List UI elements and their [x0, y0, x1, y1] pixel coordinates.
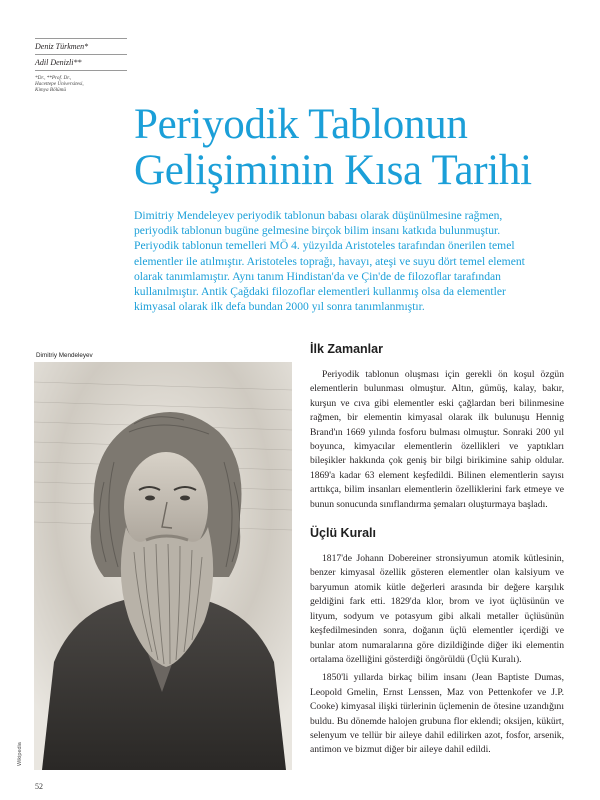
affiliation — [35, 75, 127, 94]
portrait-image — [34, 362, 292, 770]
section-heading: İlk Zamanlar — [310, 342, 383, 356]
body-paragraph: 1817'de Johann Dobereiner stronsiyumun atomik kütlesinin, benzer kimyasal özellik gösteren elementler olan kalsiyum ve baryumun atomik kütle değerleri arasında bir değere karşılık geldiğini fark etti. 1829'da klor, brom ve iyot üçlüsünün ve lityum, sodyum ve potasyum gibi alkali metaller üçlüsünün keşfedilmesinden sonra, doğanın üçlü elementler içerdiği ve bunlar atom numaralarına göre dizildiğinde diğer iki elementin ortalama özelliğini gösterdiği öngörüldü (Üçlü Kuralı). — [310, 553, 564, 665]
body-paragraph: Periyodik tablonun oluşması için gerekli ön koşul özgün elementlerin bulunması olmuştur. Altın, gümüş, kalay, bakır, kurşun ve cıva gibi elementler eski çağlardan beri bilinmesine rağmen, bir elementin kimyasal olarak ilk bulunuşu Hennig Brand'ın 1669 yılında fosforu bulması olmuştur. Sonraki 200 yıl boyunca, kimyacılar elementlerin özellikleri ve yaptıkları bileşikler hakkında çok geniş bir bilgi birikimine sahip oldular. 1869'a kadar 63 element keşfedildi. Bilinen elementlerin sayısı arttıkça, bilim insanları elementlerin özelliklerini fark etmeye ve bunun sonucunda sınıflandırma şemaları oluşturmaya başladı. — [310, 369, 564, 510]
author-name: Adil Denizli** — [35, 55, 127, 71]
body-paragraph: 1850'li yıllarda birkaç bilim insanı (Jean Baptiste Dumas, Leopold Gmelin, Ernst Lenssen, Maz von Pettenkofer ve J.P. Cooke) kimyasal ilişki türlerinin üçlemenin de ötesine uzandığını buldu. Bu dönemde halojen grubuna flor eklendi; oksijen, kükürt, selenyum ve tellür bir aileye dahil edilirken azot, fosfor, arsenik, antimon ve bizmut diğer bir aileye dahil edildi. — [310, 672, 564, 756]
lead-paragraph: Dimitriy Mendeleyev periyodik tablonun babası olarak düşünülmesine rağmen, periyodik tablonun bugüne gelmesine birçok bilim insanı katkıda bulunmuştur. Periyodik tablonun temelleri MÖ 4. yüzyılda Aristoteles tarafından önerilen temel elementler ile atılmıştır. Aristoteles toprağı, havayı, ateşi ve suyu dört temel element olarak tanımlamıştır. Aynı tanım Hindistan'da ve Çin'de de filozoflar tarafından kullanılmıştır. Antik Çağdaki filozoflar elementleri kullanmış olsa da elementler kimyasal olarak ilk defa bundan 2000 yıl sonra tanımlanmıştır. — [134, 209, 525, 314]
affiliation-line: *Dr., **Prof. Dr., — [35, 75, 72, 81]
title-line: Periyodik Tablonun — [134, 101, 468, 148]
article-title — [134, 102, 574, 194]
photo-credit: Wikipedia — [17, 742, 23, 766]
section-heading: Üçlü Kuralı — [310, 526, 376, 541]
author-block — [35, 38, 127, 94]
affiliation-line: Kimya Bölümü — [35, 87, 66, 94]
author-name: Deniz Türkmen* — [35, 38, 127, 55]
page-number: 52 — [35, 782, 43, 791]
photo-caption: Dimitriy Mendeleyev — [36, 352, 93, 359]
title-line: Gelişiminin Kısa Tarihi — [134, 147, 532, 194]
affiliation-line: Hacettepe Üniversitesi, — [35, 81, 84, 88]
body-column — [310, 342, 564, 758]
